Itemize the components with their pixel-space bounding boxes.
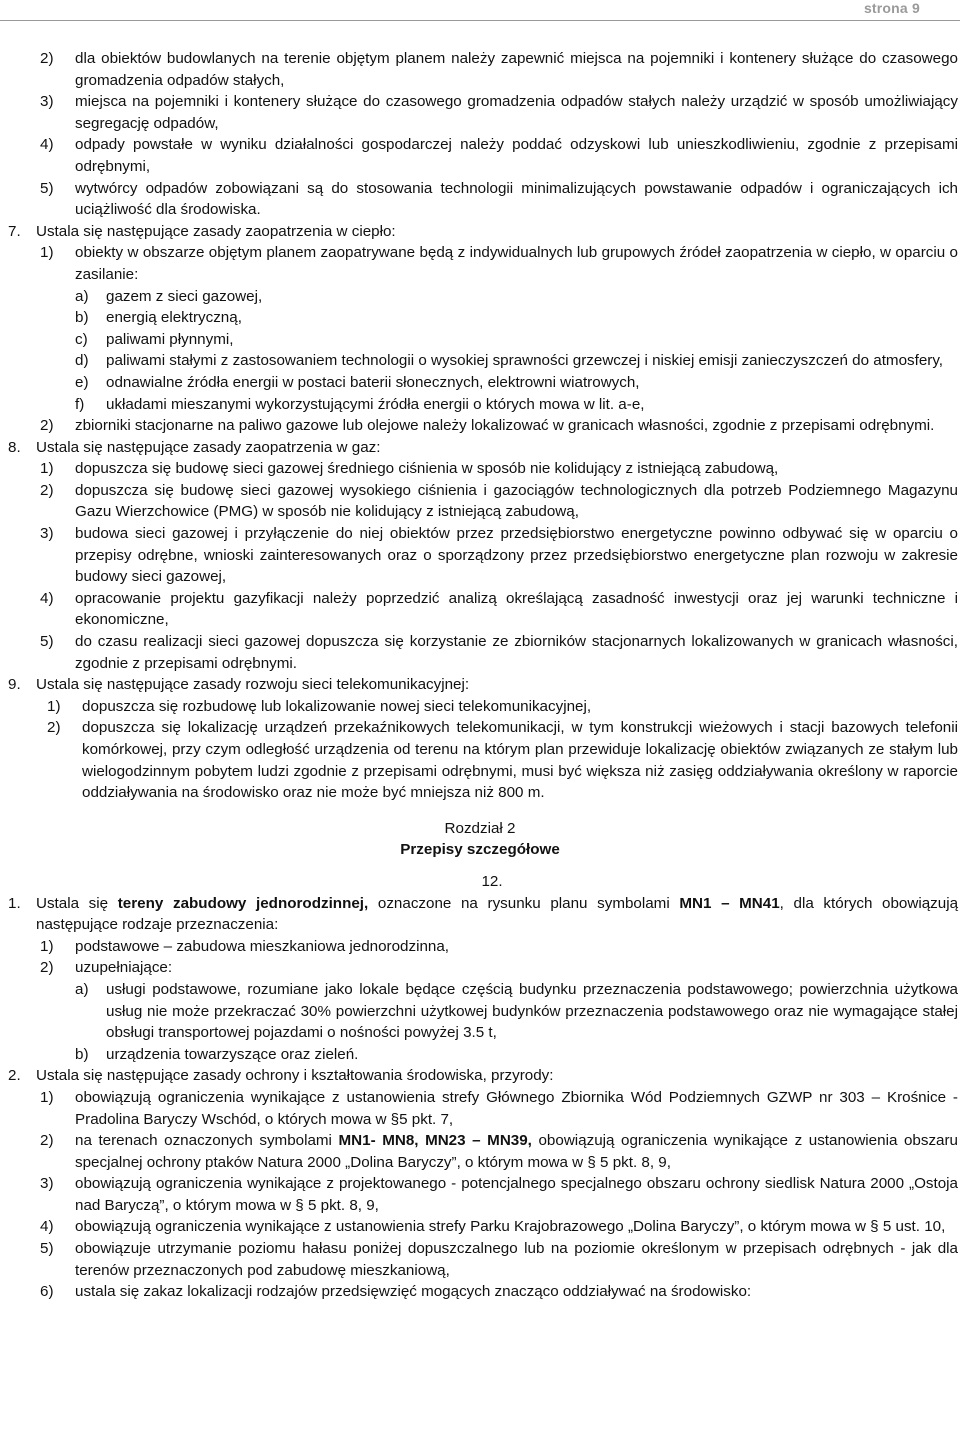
sub-item: a) gazem z sieci gazowej, [75, 287, 263, 305]
list-item: 5) wytwórcy odpadów zobowiązani są do stosowania technologii minimalizujących powstawanie odpadów i ograniczających ich uciążliwość dla środowiska. [40, 179, 958, 219]
list-item: 5) obowiązuje utrzymanie poziomu hałasu poniżej dopuszczalnego lub na poziomie określonym w przepisach odrębnych - jak dla terenów przeznaczonych pod zabudowę mieszkaniową, [40, 1240, 958, 1279]
sub-item: b) energią elektryczną, [75, 309, 242, 327]
list-item: 4) odpady powstałe w wyniku działalności gospodarczej należy poddać odzyskowi lub unieszkodliwieniu, zgodnie z przepisami odrębnymi, [40, 136, 958, 175]
list-item: 6) ustala się zakaz lokalizacji rodzajów przedsięwzięć mogących znacząco oddziaływać na środowisko: [40, 1283, 752, 1301]
list-item: 1) obiekty w obszarze objętym planem zaopatrywane będą z indywidualnych lub grupowych źródeł zaopatrzenia w ciepło, w oparciu o zasilanie: [40, 244, 958, 283]
list-item: 2) zbiorniki stacjonarne na paliwo gazowe lub olejowe należy lokalizować w granicach własności, zgodnie z przepisami odrębnymi. [40, 417, 935, 435]
list-item: 1) dopuszcza się budowę sieci gazowej średniego ciśnienia w sposób nie kolidujący z istniejącą zabudową, [40, 460, 779, 478]
document-body [0, 48, 960, 1303]
chapter-label: Rozdział 2 [444, 819, 516, 837]
page-header [0, 0, 960, 21]
list-item: 1) dopuszcza się rozbudowę lub lokalizowanie nowej sieci telekomunikacyjnej, [47, 697, 592, 715]
chapter-heading [0, 818, 960, 861]
list-item: 3) miejsca na pojemniki i kontenery służące do czasowego gromadzenia odpadów stałych należy urządzić w sposób umożliwiający segregację odpadów, [40, 93, 958, 132]
section-9: 9. Ustala się następujące zasady rozwoju sieci telekomunikacyjnej: [8, 676, 470, 694]
list-item: 2) na terenach oznaczonych symbolami MN1- MN8, MN23 – MN39, obowiązują ograniczenia wynikające z ustanowienia obszaru specjalnej ochrony ptaków Natura 2000 „Dolina Baryczy”, o którym mowa w § 5 pkt. 8, 9, [40, 1132, 958, 1171]
list-item: 5) do czasu realizacji sieci gazowej dopuszcza się korzystanie ze zbiorników stacjonarnych lokalizowanych w granicach własności, zgodnie z przepisami odrębnymi. [40, 633, 958, 672]
list-item: 4) opracowanie projektu gazyfikacji należy poprzedzić analizą określającą zasadność inwestycji oraz jej warunki techniczne i ekonomiczne, [40, 589, 958, 629]
point-2: 2. Ustala się następujące zasady ochrony i kształtowania środowiska, przyrody: [8, 1067, 554, 1085]
list-item: 2) uzupełniające: [40, 959, 173, 977]
list-item: 2) dopuszcza się budowę sieci gazowej wysokiego ciśnienia i gazociągów technologicznych dla potrzeb Podziemnego Magazynu Gazu Wierzchowice (PMG) w sposób nie kolidujący z istniejącą zabudową, [40, 481, 958, 521]
section-8: 8. Ustala się następujące zasady zaopatrzenia w gaz: [8, 438, 381, 456]
sub-item: d) paliwami stałymi z zastosowaniem technologii o wysokiej sprawności grzewczej i niskiej emisji zanieczyszczeń do atmosfery, [75, 352, 944, 370]
list-item: 3) budowa sieci gazowej i przyłączenie do niej obiektów przez przedsiębiorstwo energetyczne powinno odbywać się w oparciu o przepisy odrębne, wnioski zainteresowanych oraz o sporządzony przez przedsiębiorstwo energetyczne plan rozwoju w zakresie budowy sieci gazowej, [40, 525, 958, 586]
list-item: 4) obowiązują ograniczenia wynikające z ustanowienia strefy Parku Krajobrazowego „Dolina Baryczy”, o którym mowa w § 5 ust. 10, [40, 1218, 946, 1236]
point-1: 1. Ustala się tereny zabudowy jednorodzinnej, oznaczone na rysunku planu symbolami MN1 – MN41, dla których obowiązują następujące rodzaje przeznaczenia: [8, 894, 959, 934]
list-item: 2) dla obiektów budowlanych na terenie objętym planem należy zapewnić miejsca na pojemniki i kontenery służące do czasowego gromadzenia odpadów stałych, [40, 50, 958, 89]
sub-item: b) urządzenia towarzyszące oraz zieleń. [75, 1045, 359, 1063]
list-item: 3) obowiązują ograniczenia wynikające z projektowanego - potencjalnego specjalnego obszaru ochrony siedlisk Natura 2000 „Ostoja nad Baryczą”, o którym mowa w § 5 pkt. 8, 9, [40, 1175, 958, 1214]
list-item: 2) dopuszcza się lokalizację urządzeń przekaźnikowych telekomunikacji, w tym konstrukcji wieżowych i stacji bazowych telefonii komórkowej, przy czym odległość urządzenia od terenu na którym plan przewiduje lokalizację obiektów związanych ze stałym lub wielogodzinnym pobytem ludzi zgodnie z przepisami odrębnymi, musi być większa niż zasięg oddziaływania określony w raporcie oddziaływania na środowisko oraz nie może być mniejsza niż 800 m. [47, 719, 958, 802]
sub-item: a) usługi podstawowe, rozumiane jako lokale będące częścią budynku przeznaczenia podstawowego; powierzchnia użytkowa usług nie może przekraczać 30% powierzchni użytkowej budynków przeznaczenia podstawowego oraz nie wymagające stałej obsługi transportowej pojazdami o nośności powyżej 3.5 t, [75, 980, 958, 1042]
sub-item: f) układami mieszanymi wykorzystującymi źródła energii o których mowa w lit. a-e, [75, 395, 645, 413]
list-item: 1) podstawowe – zabudowa mieszkaniowa jednorodzinna, [40, 937, 450, 955]
paragraph-number: 12. [481, 872, 503, 890]
section-7: 7. Ustala się następujące zasady zaopatrzenia w ciepło: [8, 222, 396, 240]
sub-item: e) odnawialne źródła energii w postaci baterii słonecznych, elektrowni wiatrowych, [75, 373, 640, 391]
list-item: 1) obowiązują ograniczenia wynikające z ustanowienia strefy Głównego Zbiornika Wód Podziemnych GZWP nr 303 – Krośnice - Pradolina Baryczy Wschód, o których mowa w §5 pkt. 7, [40, 1088, 958, 1128]
sub-item: c) paliwami płynnymi, [75, 330, 234, 348]
page-number: strona 9 [863, 0, 920, 16]
chapter-title: Przepisy szczegółowe [400, 841, 560, 859]
